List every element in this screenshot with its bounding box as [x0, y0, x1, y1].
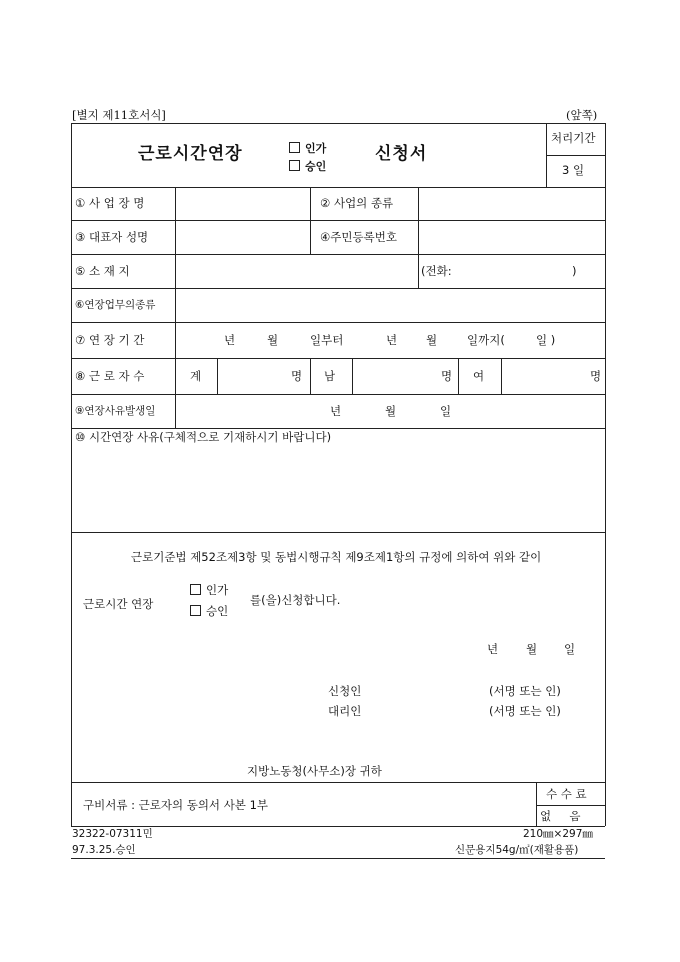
resident-number-label: ④주민등록번호	[320, 230, 397, 244]
checkbox-icon[interactable]	[289, 142, 300, 153]
addressee: 지방노동청(사무소)장 귀하	[247, 764, 382, 778]
occurrence-label: ⑨연장사유발생일	[75, 405, 156, 417]
checkbox-icon[interactable]	[190, 584, 201, 595]
form-title-main: 근로시간연장	[138, 144, 243, 164]
declaration-text: 근로기준법 제52조제3항 및 동법시행규칙 제9조제1항의 규정에 의하여 위와 같이	[131, 550, 542, 564]
declaration-option-consent[interactable]	[190, 605, 228, 618]
processing-period-value: 3 일	[562, 163, 585, 177]
business-name-label: ① 사 업 장 명	[75, 196, 145, 210]
phone-suffix: )	[572, 264, 577, 278]
agent-signature: (서명 또는 인)	[489, 704, 561, 718]
period-day-from: 일부터	[310, 333, 344, 347]
occurrence-year: 년	[330, 404, 342, 418]
declaration-option-label: 인가	[206, 583, 229, 597]
date-month: 월	[526, 642, 538, 656]
checkbox-icon[interactable]	[190, 605, 201, 616]
workers-total-label: 계	[190, 369, 202, 383]
date-year: 년	[487, 642, 499, 656]
form-title-suffix: 신청서	[375, 144, 428, 164]
period-month-from: 월	[267, 333, 279, 347]
period-year-to: 년	[386, 333, 398, 347]
workers-total-unit: 명	[291, 369, 303, 383]
approval-date: 97.3.25.승인	[72, 844, 136, 856]
business-type-label: ② 사업의 종류	[320, 196, 394, 210]
form-code: 32322-07311민	[72, 828, 153, 840]
paper-spec: 신문용지54g/㎡(재활용품)	[455, 844, 579, 856]
checkbox-icon[interactable]	[289, 160, 300, 171]
processing-period-label: 처리기간	[551, 131, 596, 145]
page-side-label: (앞쪽)	[566, 108, 598, 122]
applicant-signature: (서명 또는 인)	[489, 684, 561, 698]
workers-label: ⑧ 근 로 자 수	[75, 369, 145, 383]
representative-label: ③ 대표자 성명	[75, 230, 149, 244]
required-documents: 구비서류 : 근로자의 동의서 사본 1부	[83, 798, 268, 812]
paper-size: 210㎜×297㎜	[523, 828, 593, 840]
applicant-label: 신청인	[328, 684, 362, 698]
occurrence-month: 월	[385, 404, 397, 418]
declaration-suffix: 를(을)신청합니다.	[250, 593, 341, 607]
period-days: 일 )	[536, 333, 556, 347]
fee-label: 수 수 료	[546, 787, 587, 801]
fee-value: 없 음	[540, 809, 581, 823]
form-number: [별지 제11호서식]	[72, 108, 166, 122]
period-year-from: 년	[224, 333, 236, 347]
reason-label: ⑩ 시간연장 사유(구체적으로 기재하시기 바랍니다)	[75, 430, 332, 444]
declaration-option-label: 승인	[206, 604, 229, 618]
workers-female-label: 여	[473, 369, 485, 383]
workers-male-label: 남	[324, 369, 336, 383]
period-day-to: 일까지(	[467, 333, 505, 347]
title-option-approval[interactable]	[289, 142, 326, 154]
workers-female-unit: 명	[590, 369, 602, 383]
date-day: 일	[564, 642, 576, 656]
bottom-rule	[71, 858, 605, 859]
period-label: ⑦ 연 장 기 간	[75, 333, 145, 347]
declaration-option-approval[interactable]	[190, 584, 228, 597]
title-option-consent[interactable]	[289, 160, 326, 172]
occurrence-day: 일	[440, 404, 452, 418]
declaration-prefix: 근로시간 연장	[83, 597, 154, 611]
address-label: ⑤ 소 재 지	[75, 264, 130, 278]
job-type-label: ⑥연장업무의종류	[75, 299, 156, 311]
workers-male-unit: 명	[441, 369, 453, 383]
phone-prefix: (전화:	[421, 264, 452, 278]
title-option-label: 승인	[305, 160, 327, 173]
agent-label: 대리인	[328, 704, 362, 718]
title-option-label: 인가	[305, 142, 327, 155]
period-month-to: 월	[426, 333, 438, 347]
